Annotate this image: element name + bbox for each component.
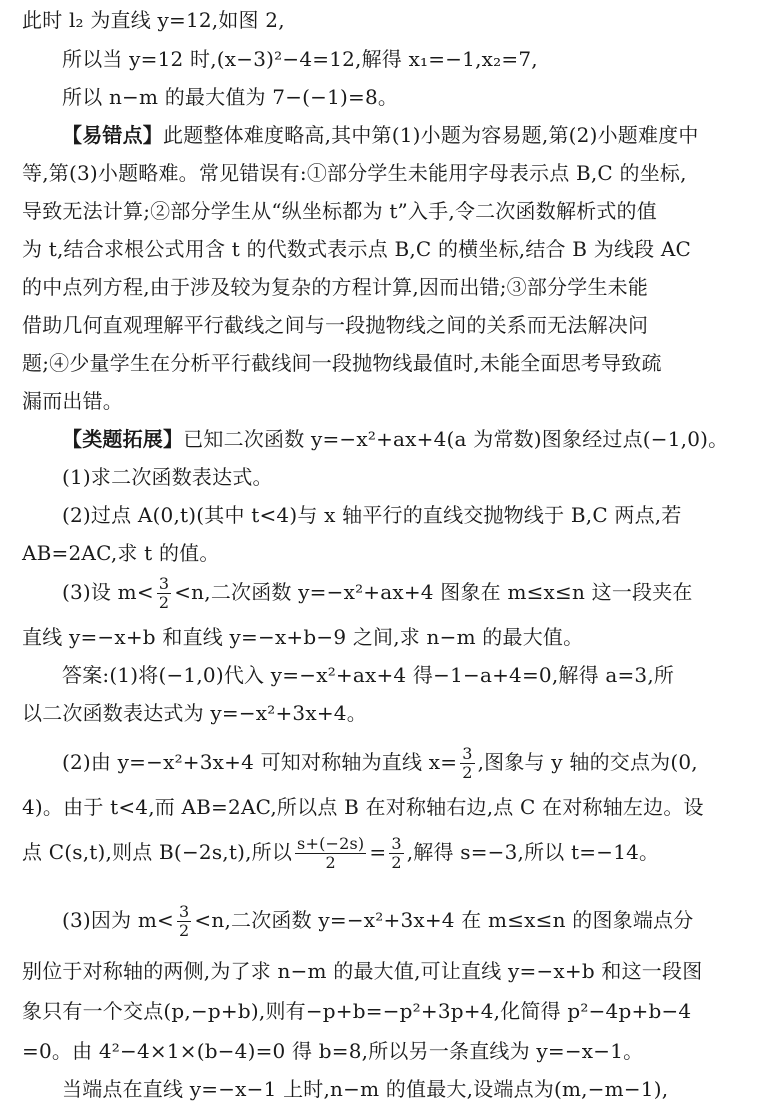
extension-paragraph-first-line bbox=[62, 423, 779, 455]
text-span: <n, bbox=[194, 908, 232, 932]
fraction-three-halves bbox=[389, 835, 403, 872]
fraction-numerator: 3 bbox=[179, 902, 190, 921]
text-line: 的中点列方程,由于涉及较为复杂的方程计算,因而出错;③部分学生未能 bbox=[22, 275, 649, 299]
text-line: 4)。由于 t<4,而 AB=2AC,所以点 B 在对称轴右边,点 C 在对称轴左边。设 bbox=[22, 795, 704, 819]
text-line: 所以 n−m 的最大值为 7−(−1)=8。 bbox=[62, 85, 399, 109]
fraction-denominator: 2 bbox=[462, 763, 473, 782]
text-span: (2)由 y=−x²+3x+4 可知对称轴为直线 x= bbox=[62, 750, 458, 774]
pitfall-tag: 【易错点】 bbox=[62, 123, 163, 147]
text-line: 当端点在直线 y=−x−1 上时,n−m 的值最大,设端点为(m,−m−1), bbox=[62, 1077, 669, 1101]
answer-3-line bbox=[62, 903, 779, 940]
text-line: 此时 l₂ 为直线 y=12,如图 2, bbox=[22, 8, 285, 32]
fraction-three-halves bbox=[157, 575, 171, 612]
text-span: <n, bbox=[174, 580, 211, 604]
text-line: 直线 y=−x+b 和直线 y=−x+b−9 之间,求 n−m 的最大值。 bbox=[22, 625, 584, 649]
answer-2-equation-line bbox=[22, 835, 762, 872]
text-line: 题;④少量学生在分析平行截线间一段抛物线最值时,未能全面思考导致疏 bbox=[22, 351, 662, 375]
fraction-numerator: 3 bbox=[158, 574, 170, 593]
fraction-three-halves bbox=[177, 903, 191, 940]
text-span: ,解得 s=−3,所以 t=−14。 bbox=[406, 840, 660, 864]
fraction-numerator: 3 bbox=[391, 834, 402, 853]
text-line: 漏而出错。 bbox=[22, 389, 123, 413]
fraction-numerator: 3 bbox=[462, 744, 473, 763]
fraction-midpoint bbox=[295, 835, 366, 872]
text-line: 象只有一个交点(p,−p+b),则有−p+b=−p²+3p+4,化简得 p²−4p+b−4 bbox=[22, 999, 692, 1023]
fraction-denominator: 2 bbox=[158, 593, 170, 612]
fraction-denominator: 2 bbox=[179, 921, 190, 940]
question-3-line bbox=[62, 575, 779, 612]
text-span: 点 C(s,t),则点 B(−2s,t),所以 bbox=[22, 840, 293, 864]
text-span: = bbox=[369, 840, 387, 864]
text-span: (3)设 m< bbox=[62, 580, 154, 604]
text-line: 别位于对称轴的两侧,为了求 n−m 的最大值,可让直线 y=−x+b 和这一段图 bbox=[22, 959, 703, 983]
text-line: AB=2AC,求 t 的值。 bbox=[22, 541, 220, 565]
text-span: (3)因为 m< bbox=[62, 908, 175, 932]
text-span: ,图象与 y 轴的交点为(0, bbox=[477, 750, 698, 774]
text-span: 已知二次函数 y=−x²+ax+4(a 为常数)图象经过点(−1,0)。 bbox=[183, 427, 729, 451]
fraction-denominator: 2 bbox=[391, 853, 402, 872]
text-span: 二次函数 y=−x²+3x+4 在 m≤x≤n 的图象端点分 bbox=[231, 908, 694, 932]
text-line: 以二次函数表达式为 y=−x²+3x+4。 bbox=[22, 701, 367, 725]
text-line: 等,第(3)小题略难。常见错误有:①部分学生未能用字母表示点 B,C 的坐标, bbox=[22, 161, 687, 185]
extension-tag: 【类题拓展】 bbox=[62, 427, 184, 451]
text-line: (1)求二次函数表达式。 bbox=[62, 465, 273, 489]
fraction-three-halves bbox=[460, 745, 474, 782]
text-line: 导致无法计算;②部分学生从“纵坐标都为 t”入手,令二次函数解析式的值 bbox=[22, 199, 657, 223]
text-line: =0。由 4²−4×1×(b−4)=0 得 b=8,所以另一条直线为 y=−x−1。 bbox=[22, 1039, 644, 1063]
fraction-numerator: s+(−2s) bbox=[297, 834, 365, 853]
text-line: 所以当 y=12 时,(x−3)²−4=12,解得 x₁=−1,x₂=7, bbox=[62, 47, 538, 71]
text-line: 答案:(1)将(−1,0)代入 y=−x²+ax+4 得−1−a+4=0,解得 a=3,所 bbox=[62, 663, 675, 687]
text-span: 二次函数 y=−x²+ax+4 图象在 m≤x≤n 这一段夹在 bbox=[210, 580, 693, 604]
answer-2-line bbox=[62, 745, 779, 782]
fraction-denominator: 2 bbox=[325, 853, 336, 872]
text-line: 借助几何直观理解平行截线之间与一段抛物线之间的关系而无法解决问 bbox=[22, 313, 649, 337]
pitfall-paragraph-first-line bbox=[62, 119, 779, 151]
text-line: (2)过点 A(0,t)(其中 t<4)与 x 轴平行的直线交抛物线于 B,C 两点,若 bbox=[62, 503, 682, 527]
text-line: 为 t,结合求根公式用含 t 的代数式表示点 B,C 的横坐标,结合 B 为线段 AC bbox=[22, 237, 692, 261]
text-span: 此题整体难度略高,其中第(1)小题为容易题,第(2)小题难度中 bbox=[163, 123, 699, 147]
